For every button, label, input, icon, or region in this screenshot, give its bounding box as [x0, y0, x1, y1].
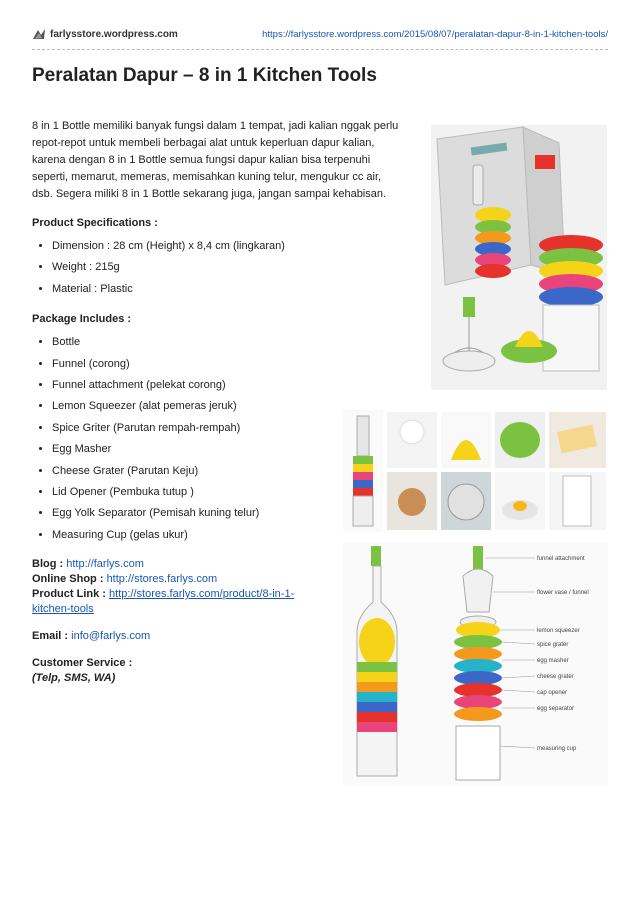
product-box-photo [431, 125, 607, 390]
product-link[interactable]: http://stores.farlys.com/product/8-in-1- [109, 588, 295, 601]
blog-link[interactable]: http://farlys.com [66, 558, 144, 571]
label-cap-opener: cap opener [537, 690, 568, 696]
email-link[interactable]: info@farlys.com [71, 630, 151, 643]
page-header [32, 28, 608, 44]
site-identity[interactable] [32, 28, 178, 41]
customer-service-value: (Telp, SMS, WA) [32, 672, 116, 685]
shop-label: Online Shop : [32, 573, 104, 586]
spec-item: • Dimension : 28 cm (Height) x 8,4 cm (lingkaran) [52, 238, 424, 259]
package-item: • Lemon Squeezer (alat pemeras jeruk) [52, 398, 424, 419]
product-label: Product Link : [32, 588, 106, 601]
package-item: • Bottle [52, 334, 424, 355]
intro-line: karena dengan 8 in 1 Bottle semua fungsi dapur kalian bisa terpenuhi [32, 154, 371, 166]
page-title: Peralatan Dapur – 8 in 1 Kitchen Tools [32, 65, 377, 86]
header-divider [32, 49, 608, 50]
site-name[interactable]: farlysstore.wordpress.com [50, 29, 178, 40]
package-item: • Measuring Cup (gelas ukur) [52, 527, 424, 548]
page-url[interactable]: https://farlysstore.wordpress.com/2015/08/07/peralatan-dapur-8-in-1-kitchen-tools/ [262, 29, 608, 40]
label-lemon-squeezer: lemon squeezer [537, 628, 580, 634]
label-egg-masher: egg masher [537, 658, 569, 664]
label-funnel-attachment: funnel attachment [537, 556, 585, 562]
labelled-diagram-photo [343, 542, 608, 785]
package-item: • Egg Masher [52, 441, 424, 462]
package-item: • Funnel attachment (pelekat corong) [52, 377, 424, 398]
spec-list [32, 238, 424, 302]
package-item: • Egg Yolk Separator (Pemisah kuning telur) [52, 505, 424, 526]
spec-heading: Product Specifications : [32, 217, 158, 229]
label-measuring-cup: measuring cup [537, 746, 577, 752]
label-cheese-grater: cheese grater [537, 674, 574, 680]
intro-line: 8 in 1 Bottle memiliki banyak fungsi dalam 1 tempat, jadi kalian nggak perlu [32, 120, 399, 132]
intro-line: dsb. Segera miliki 8 in 1 Bottle sekarang juga, jangan sampai kehabisan. [32, 188, 387, 200]
intro-paragraph [32, 118, 424, 203]
label-spice-grater: spice grater [537, 642, 569, 648]
label-flower-vase: flower vase / funnel [537, 590, 589, 596]
spec-item: • Material : Plastic [52, 281, 424, 302]
shop-link[interactable]: http://stores.farlys.com [106, 573, 218, 586]
label-egg-separator: egg separator [537, 706, 575, 712]
intro-line: seperti, memarut, memeras, memisahkan kuning telur, mengukur cc air, [32, 171, 382, 183]
intro-line: repot-repot untuk membeli berbagai alat untuk keperluan dapur kalian, [32, 137, 375, 149]
wordpress-logo-icon [32, 28, 46, 41]
blog-label: Blog : [32, 558, 64, 571]
product-link-continued[interactable]: kitchen-tools [32, 603, 94, 616]
spec-item: • Weight : 215g [52, 259, 424, 280]
package-heading: Package Includes : [32, 313, 132, 326]
usage-collage-photo [343, 410, 608, 532]
package-item: • Funnel (corong) [52, 356, 424, 377]
package-item: • Lid Opener (Pembuka tutup ) [52, 484, 424, 505]
package-item: • Spice Griter (Parutan rempah-rempah) [52, 420, 424, 441]
email-label: Email : [32, 630, 69, 643]
package-item: • Cheese Grater (Parutan Keju) [52, 463, 424, 484]
customer-service-label: Customer Service : [32, 657, 133, 670]
